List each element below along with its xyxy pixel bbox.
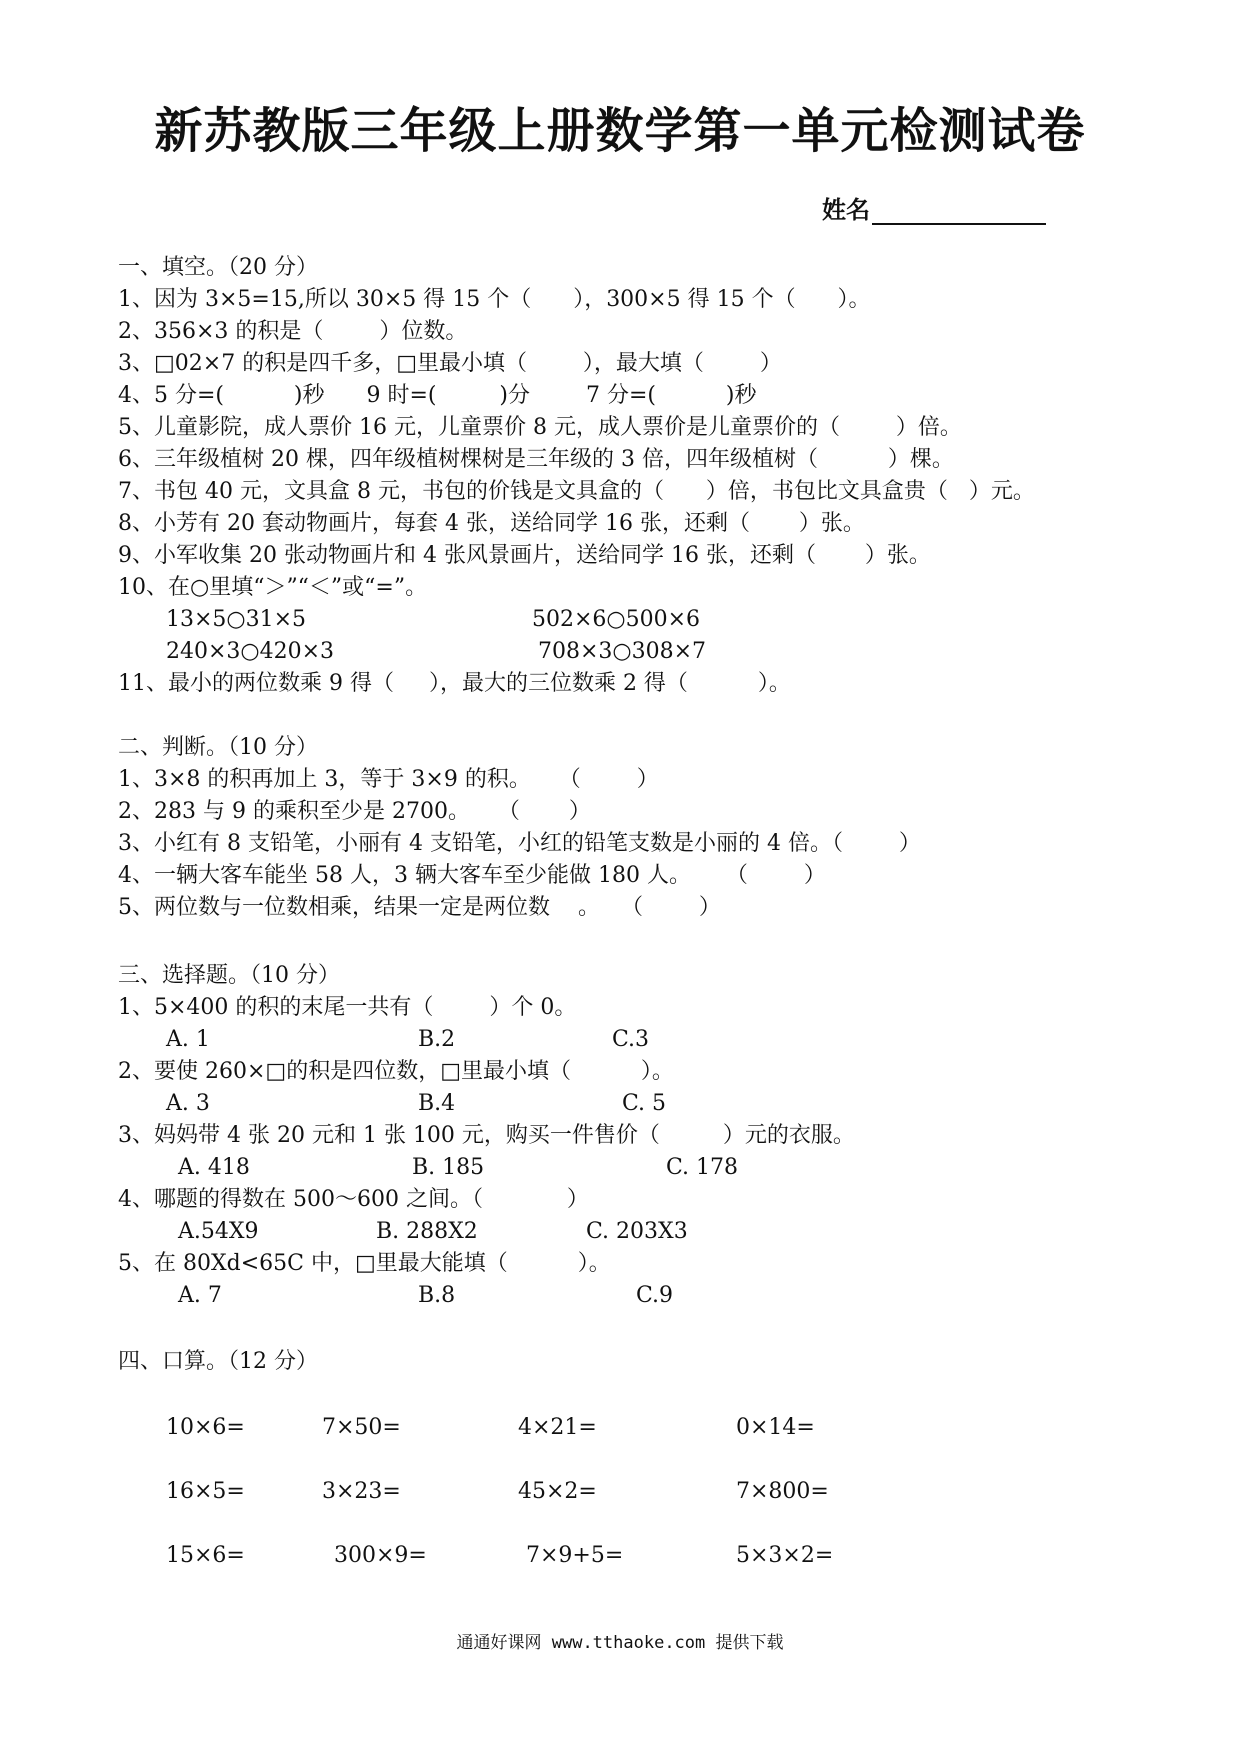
choice-option-c: C. 203X3 <box>586 1219 688 1244</box>
mental-math-item: 7×50= <box>322 1415 401 1440</box>
judgment-item: 5、两位数与一位数相乘，结果一定是两位数 。 （ ） <box>118 895 721 920</box>
mental-math-item: 4×21= <box>518 1415 597 1440</box>
choice-question: 3、妈妈带 4 张 20 元和 1 张 100 元，购买一件售价（ ）元的衣服。 <box>118 1123 855 1148</box>
question-item: 6、三年级植树 20 棵，四年级植树棵树是三年级的 3 倍，四年级植树（ ）棵。 <box>118 447 954 472</box>
choice-question: 5、在 80Xd<65C 中，□里最大能填（ ）。 <box>118 1251 611 1276</box>
mental-math-item: 5×3×2= <box>736 1543 834 1568</box>
mental-math-item: 7×800= <box>736 1479 829 1504</box>
mental-math-item: 15×6= <box>166 1543 245 1568</box>
choice-option-b: B.4 <box>418 1091 456 1116</box>
question-item: 5、儿童影院，成人票价 16 元，儿童票价 8 元，成人票价是儿童票价的（ ）倍。 <box>118 415 962 440</box>
question-item: 9、小军收集 20 张动物画片和 4 张风景画片，送给同学 16 张，还剩（ ）张。 <box>118 543 931 568</box>
judgment-item: 3、小红有 8 支铅笔，小丽有 4 支铅笔，小红的铅笔支数是小丽的 4 倍。（ ） <box>118 831 921 856</box>
name-label: 姓名 <box>822 196 870 224</box>
mental-math-item: 7×9+5= <box>526 1543 624 1568</box>
section-heading-fill-blanks: 一、填空。（20 分） <box>118 255 318 280</box>
judgment-item: 2、283 与 9 的乘积至少是 2700。 （ ） <box>118 799 591 824</box>
question-item: 4、5 分=( )秒 9 时=( )分 7 分=( )秒 <box>118 383 757 408</box>
choice-option-a: A.54X9 <box>178 1219 259 1244</box>
question-item: 10、在○里填“＞”“＜”或“=”。 <box>118 575 428 600</box>
mental-math-item: 300×9= <box>334 1543 427 1568</box>
choice-option-c: C. 178 <box>666 1155 739 1180</box>
section-heading-multiple-choice: 三、选择题。（10 分） <box>118 963 340 988</box>
footer-credit: 通通好课网 www.tthaoke.com 提供下载 <box>456 1633 784 1653</box>
mental-math-item: 16×5= <box>166 1479 245 1504</box>
choice-option-b: B.2 <box>418 1027 456 1052</box>
compare-item: 240×3○420×3 <box>166 639 335 664</box>
mental-math-item: 3×23= <box>322 1479 401 1504</box>
mental-math-item: 10×6= <box>166 1415 245 1440</box>
choice-question: 1、5×400 的积的末尾一共有（ ）个 0。 <box>118 995 577 1020</box>
choice-option-b: B. 288X2 <box>376 1219 478 1244</box>
question-item: 8、小芳有 20 套动物画片，每套 4 张，送给同学 16 张，还剩（ ）张。 <box>118 511 865 536</box>
mental-math-item: 0×14= <box>736 1415 815 1440</box>
choice-option-c: C.3 <box>612 1027 650 1052</box>
choice-option-a: A. 3 <box>166 1091 210 1116</box>
section-heading-true-false: 二、判断。（10 分） <box>118 735 318 760</box>
choice-question: 4、哪题的得数在 500～600 之间。（ ） <box>118 1187 589 1212</box>
choice-option-b: B. 185 <box>412 1155 485 1180</box>
choice-option-a: A. 418 <box>178 1155 250 1180</box>
section-heading-mental-math: 四、口算。（12 分） <box>118 1349 318 1374</box>
compare-item: 502×6○500×6 <box>532 607 701 632</box>
choice-option-c: C. 5 <box>622 1091 667 1116</box>
page-title: 新苏教版三年级上册数学第一单元检测试卷 <box>154 103 1086 159</box>
question-item: 11、最小的两位数乘 9 得（ ），最大的三位数乘 2 得（ ）。 <box>118 671 791 696</box>
name-blank-line <box>872 201 1046 225</box>
choice-option-a: A. 7 <box>178 1283 222 1308</box>
judgment-item: 4、一辆大客车能坐 58 人，3 辆大客车至少能做 180 人。 （ ） <box>118 863 826 888</box>
question-item: 7、书包 40 元，文具盒 8 元，书包的价钱是文具盒的（ ）倍，书包比文具盒贵（ ）元。 <box>118 479 1035 504</box>
choice-option-a: A. 1 <box>166 1027 210 1052</box>
compare-item: 708×3○308×7 <box>538 639 707 664</box>
name-field <box>822 190 1046 225</box>
judgment-item: 1、3×8 的积再加上 3，等于 3×9 的积。 （ ） <box>118 767 659 792</box>
mental-math-item: 45×2= <box>518 1479 597 1504</box>
question-item: 1、因为 3×5=15,所以 30×5 得 15 个（ ），300×5 得 15 个（ ）。 <box>118 287 871 312</box>
question-item: 3、□02×7 的积是四千多，□里最小填（ ），最大填（ ） <box>118 351 782 376</box>
question-item: 2、356×3 的积是（ ）位数。 <box>118 319 468 344</box>
choice-question: 2、要使 260×□的积是四位数，□里最小填（ ）。 <box>118 1059 674 1084</box>
choice-option-b: B.8 <box>418 1283 456 1308</box>
choice-option-c: C.9 <box>636 1283 674 1308</box>
compare-item: 13×5○31×5 <box>166 607 307 632</box>
